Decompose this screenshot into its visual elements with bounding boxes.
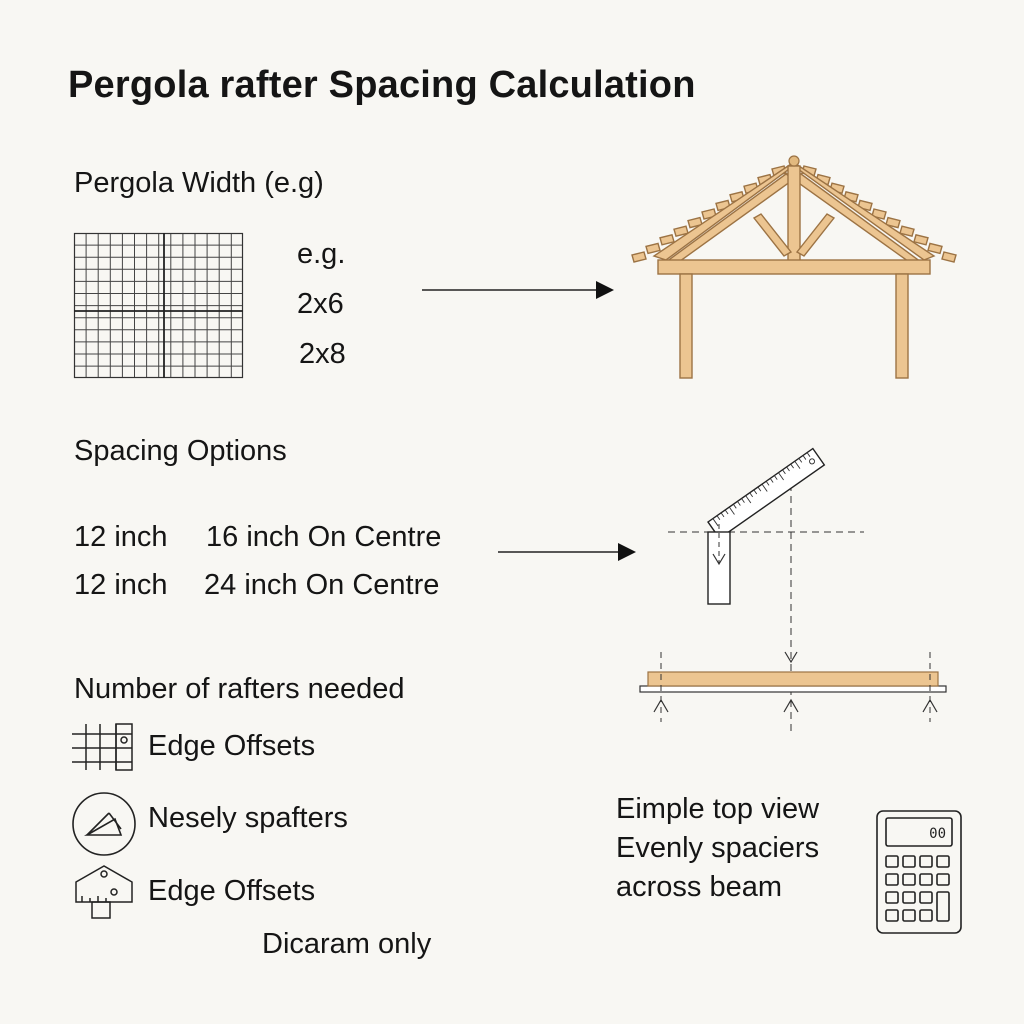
calculator-icon [876,810,962,936]
rafter-item-1-label: Edge Offsets [148,730,316,762]
pergola-illustration [636,152,952,382]
rafter-item-3-label: Edge Offsets [148,875,316,907]
example-eg: e.g. [297,238,346,270]
arrow-right-icon [496,540,641,564]
grid-icon [74,233,244,379]
rafters-heading: Number of rafters needed [74,673,405,705]
spacing-diagram [636,430,952,740]
spacing-option-1-left: 12 inch [74,521,168,553]
page-title: Pergola rafter Spacing Calculation [68,64,696,106]
spacing-heading: Spacing Options [74,435,287,467]
arrow-right-icon [420,278,615,302]
spacing-option-1-right: 16 inch On Centre [206,521,442,553]
top-view-line-1: Eimple top view [616,793,820,825]
top-view-line-3: across beam [616,871,783,903]
rafter-item-2-label: Nesely spafters [148,802,348,834]
width-heading: Pergola Width (e.g) [74,167,324,199]
ruler-tag-icon [74,862,136,920]
example-2x8: 2x8 [299,338,346,370]
top-view-line-2: Evenly spaciers [616,832,820,864]
spacing-option-2-left: 12 inch [74,569,168,601]
set-square-circle-icon [71,791,137,857]
footnote: Dicaram only [262,928,432,960]
spacing-option-2-right: 24 inch On Centre [204,569,440,601]
example-2x6: 2x6 [297,288,344,320]
grid-table-icon [72,722,134,772]
calculator-display: 00 [929,826,946,842]
